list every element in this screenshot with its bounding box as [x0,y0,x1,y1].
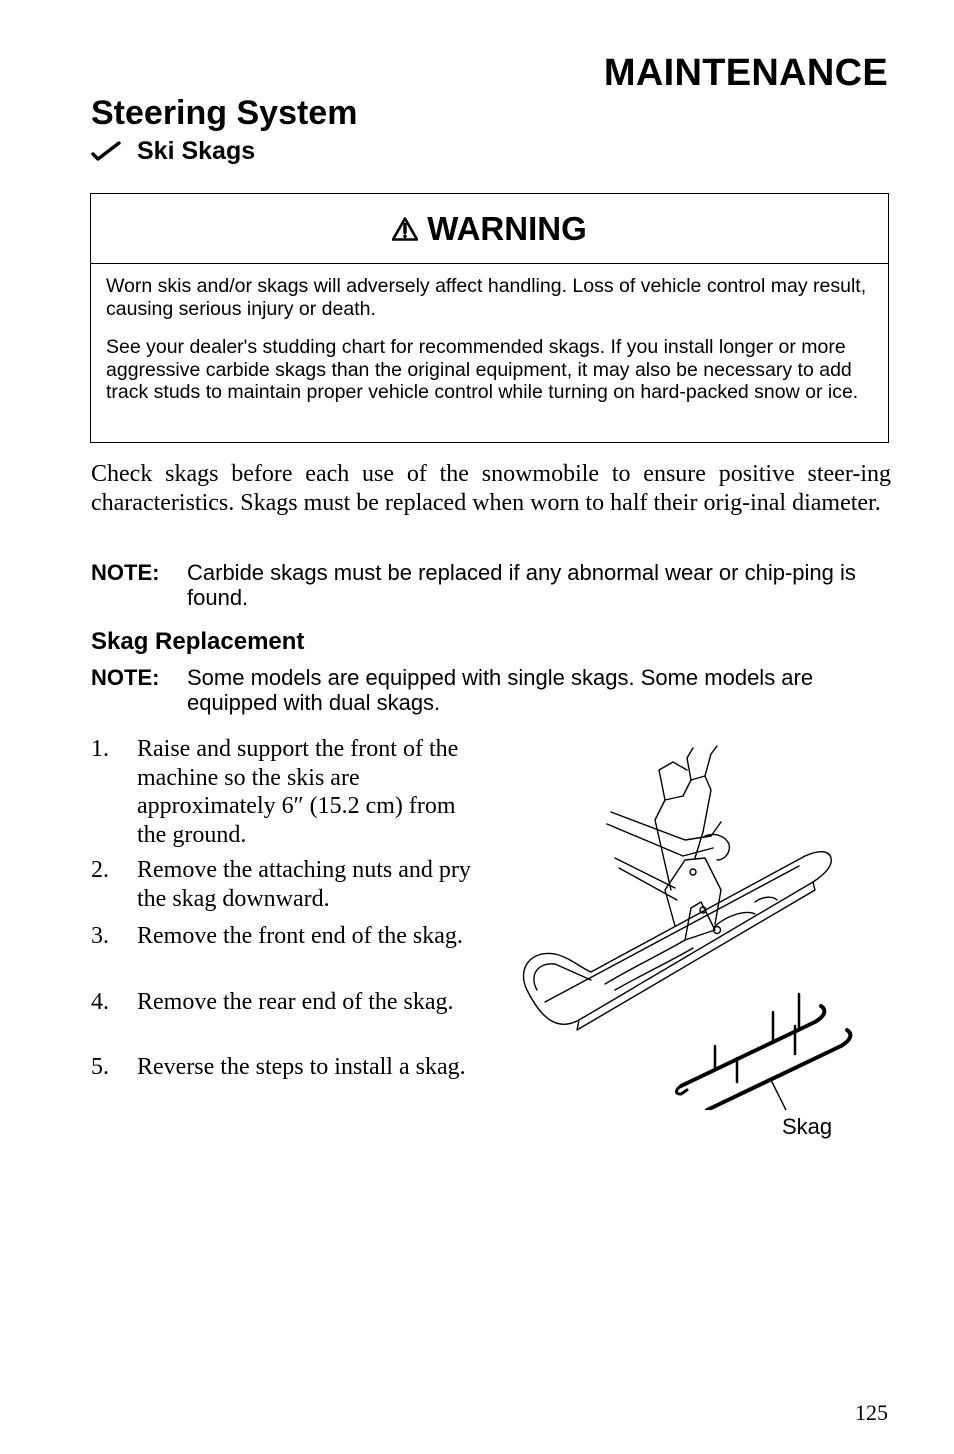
step-text: Remove the attaching nuts and pry the skag downward. [137,857,471,912]
warning-header [91,194,888,264]
subsection-heading [91,137,255,166]
step-text: Reverse the steps to install a skag. [137,1054,466,1080]
note [91,560,891,612]
step-text: Remove the rear end of the skag. [137,989,454,1015]
warning-triangle-icon [392,217,418,241]
subsection-title: Ski Skags [137,137,256,165]
note-label: NOTE: [91,560,160,585]
step-number: 1. [91,736,109,762]
step-number: 4. [91,989,109,1015]
warning-paragraph: Worn skis and/or skags will adversely affect handling. Loss of vehicle control may result, causing serious injury or death. [106,275,867,320]
warning-box [90,193,889,443]
checkmark-icon [91,140,121,164]
ski-skag-illustration [515,740,860,1110]
body-paragraph: Check skags before each use of the snowmobile to ensure positive steer-ing characteristics. Skags must be replaced when worn to half their orig-inal diameter. [91,461,891,516]
note-text: Some models are equipped with single skags. Some models are equipped with dual skags. [187,665,814,715]
warning-title: WARNING [427,209,587,247]
page-number: 125 [855,1400,888,1425]
note-text: Carbide skags must be replaced if any abnormal wear or chip-ping is found. [187,560,856,610]
chapter-title: MAINTENANCE [603,52,888,94]
subheading-skag-replacement: Skag Replacement [91,628,305,655]
step-number: 2. [91,857,109,883]
note [91,665,891,717]
section-title: Steering System [91,94,358,132]
illustration-callout: Skag [782,1114,833,1139]
note-label: NOTE: [91,665,160,690]
step-number: 3. [91,923,109,949]
step-number: 5. [91,1054,109,1080]
step-text: Remove the front end of the skag. [137,923,463,949]
step-text: Raise and support the front of the machine so the skis are approximately 6″ (15.2 cm) from the ground. [137,736,459,848]
warning-paragraph: See your dealer's studding chart for recommended skags. If you install longer or more aggressive carbide skags than the original equipment, it may also be necessary to add track studs to maintain proper vehicle control while turning on hard-packed snow or ice. [106,336,859,403]
